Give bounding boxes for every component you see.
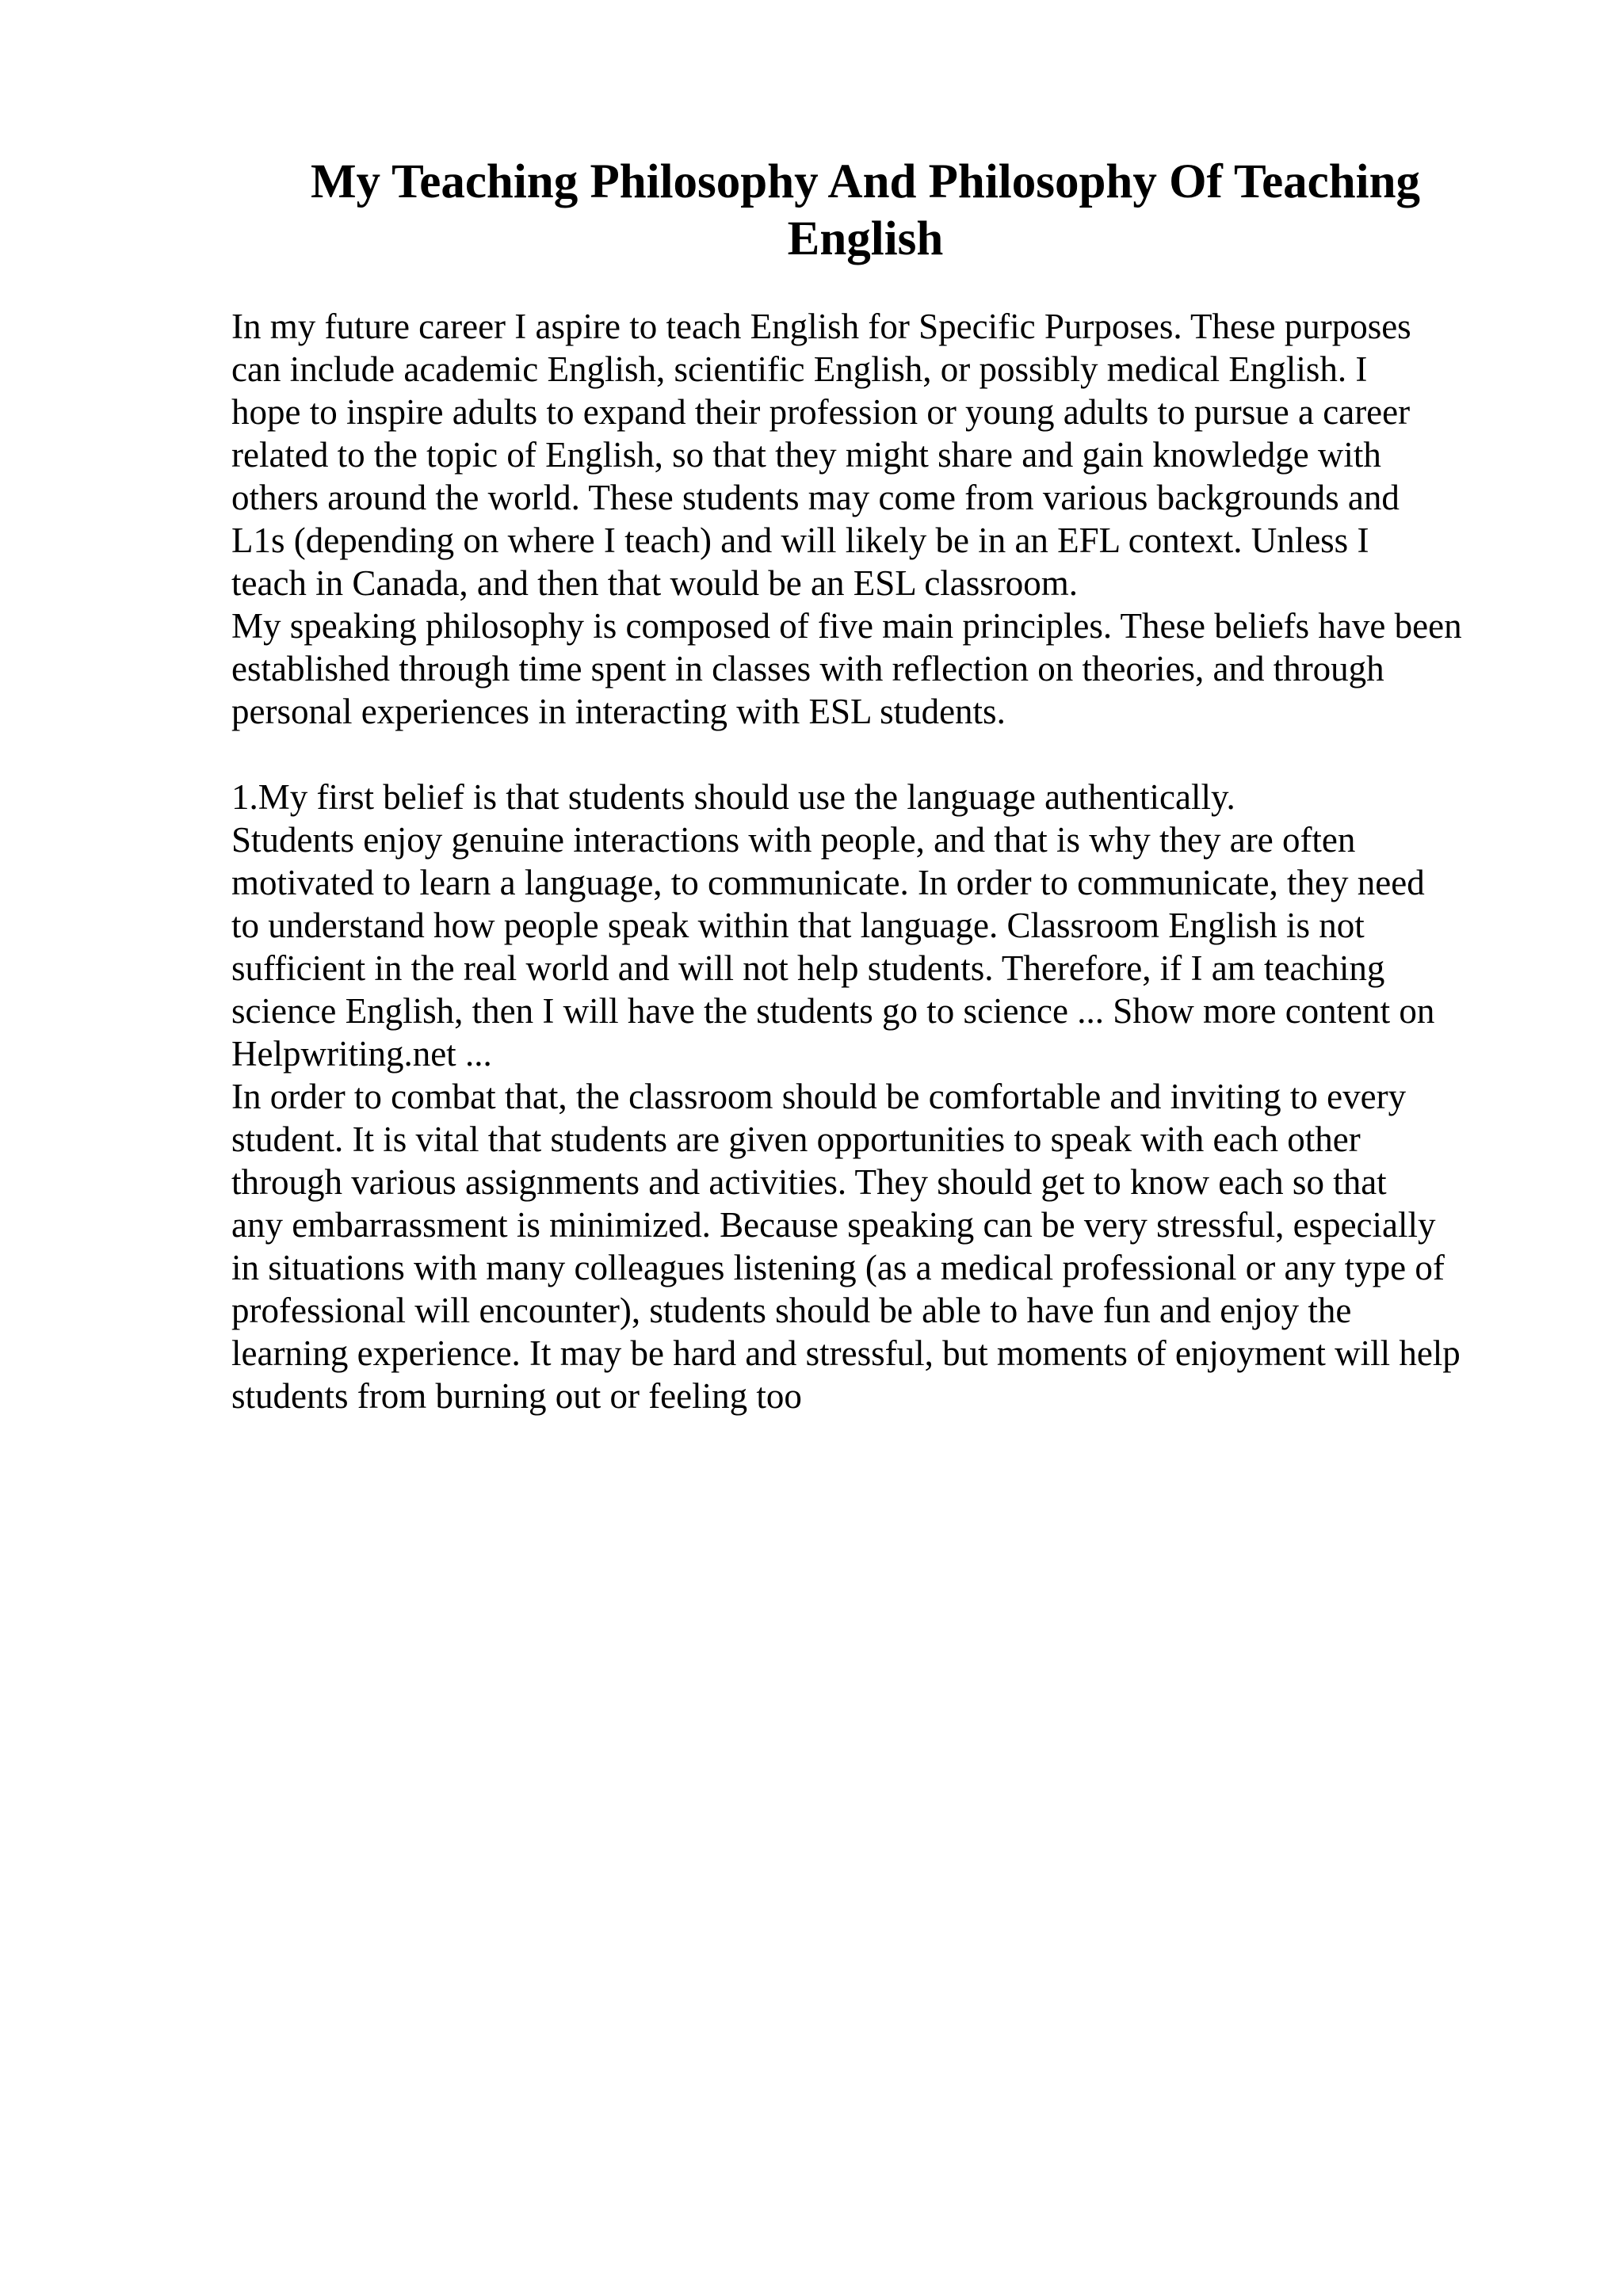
paragraph-spacer — [231, 733, 1579, 776]
body-line: teach in Canada, and then that would be an ESL classroom. — [231, 563, 1079, 603]
body-line: established through time spent in classes with reflection on theories, and through — [231, 649, 1384, 688]
body-line: to understand how people speak within that language. Classroom English is not — [231, 906, 1365, 945]
body-line: learning experience. It may be hard and stressful, but moments of enjoyment will help — [231, 1333, 1461, 1373]
body-line: related to the topic of English, so that they might share and gain knowledge with — [231, 435, 1381, 475]
body-line: 1.My first belief is that students should use the language authentically. — [231, 777, 1235, 817]
document-body — [231, 305, 1579, 1417]
title-line: English — [787, 212, 944, 265]
body-line: My speaking philosophy is composed of five main principles. These beliefs have been — [231, 606, 1462, 646]
body-line: professional will encounter), students should be able to have fun and enjoy the — [231, 1291, 1352, 1330]
body-line: Helpwriting.net ... — [231, 1034, 492, 1074]
body-line: Students enjoy genuine interactions with people, and that is why they are often — [231, 820, 1356, 860]
body-line: In my future career I aspire to teach English for Specific Purposes. These purposes — [231, 307, 1411, 346]
body-line: motivated to learn a language, to communicate. In order to communicate, they need — [231, 863, 1425, 902]
body-line: sufficient in the real world and will not help students. Therefore, if I am teaching — [231, 948, 1385, 988]
body-line: others around the world. These students may come from various backgrounds and — [231, 478, 1400, 517]
body-line: L1s (depending on where I teach) and will likely be in an EFL context. Unless I — [231, 521, 1369, 560]
document-title — [230, 154, 1501, 268]
body-line: any embarrassment is minimized. Because speaking can be very stressful, especially — [231, 1205, 1436, 1245]
body-line: student. It is vital that students are given opportunities to speak with each other — [231, 1119, 1361, 1159]
body-line: science English, then I will have the students go to science ... Show more content on — [231, 991, 1435, 1031]
body-line: in situations with many colleagues listening (as a medical professional or any type of — [231, 1248, 1445, 1287]
body-line: can include academic English, scientific English, or possibly medical English. I — [231, 349, 1368, 389]
body-line: In order to combat that, the classroom should be comfortable and inviting to every — [231, 1077, 1407, 1116]
body-line: students from burning out or feeling too — [231, 1376, 802, 1416]
body-line: hope to inspire adults to expand their profession or young adults to pursue a career — [231, 392, 1411, 432]
body-line: personal experiences in interacting with ESL students. — [231, 692, 1006, 731]
title-line: My Teaching Philosophy And Philosophy Of Teaching — [310, 155, 1421, 208]
body-line: through various assignments and activities. They should get to know each so that — [231, 1162, 1387, 1202]
